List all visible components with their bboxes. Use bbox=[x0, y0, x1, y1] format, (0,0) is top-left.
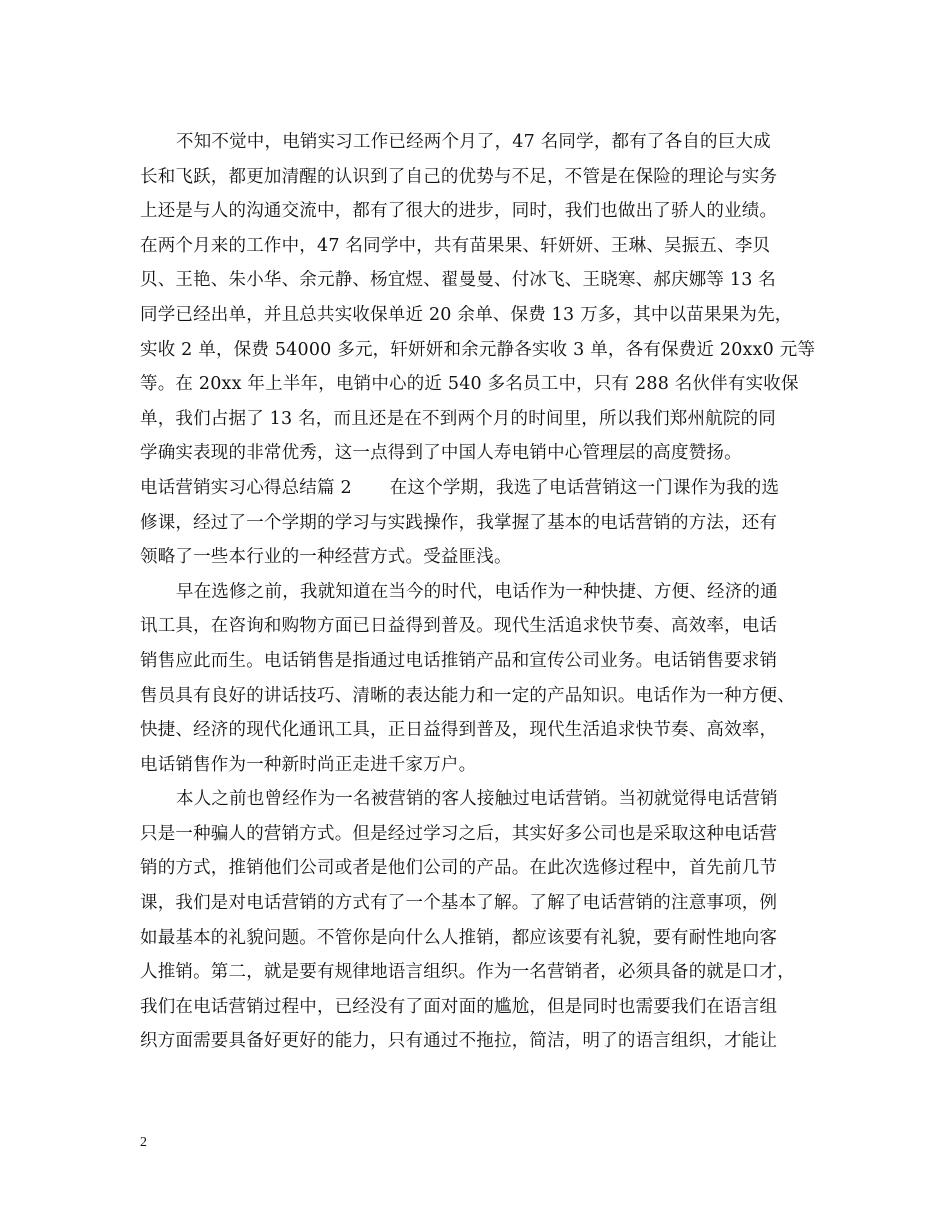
text-line: 售员具有良好的讲话技巧、清晰的表达能力和一定的产品知识。电话作为一种方便、 bbox=[140, 685, 795, 706]
text-line: 讯工具，在咨询和购物方面已日益得到普及。现代生活追求快节奏、高效率，电话 bbox=[140, 616, 778, 637]
section-intro-text: 在这个学期，我选了电话营销这一门课作为我的选 bbox=[389, 477, 780, 498]
text-line: 长和飞跃，都更加清醒的认识到了自己的优势与不足，不管是在保险的理论与实务 bbox=[140, 166, 778, 187]
text-line: 织方面需要具备好更好的能力，只有通过不拖拉，简洁，明了的语言组织，才能让 bbox=[140, 1031, 778, 1052]
text-line: 等。在 20xx 年上半年，电销中心的近 540 多名员工中，只有 288 名伙伴有实收保 bbox=[140, 374, 799, 395]
text-line: 修课，经过了一个学期的学习与实践操作，我掌握了基本的电话营销的方法，还有 bbox=[140, 512, 778, 533]
text-line: 在两个月来的工作中，47 名同学中，共有苗果果、轩妍妍、王琳、吴振五、李贝 bbox=[140, 235, 771, 256]
body-text bbox=[140, 125, 820, 1059]
text-line: 贝、王艳、朱小华、余元静、杨宜煜、翟曼曼、付冰飞、王晓寒、郝庆娜等 13 名 bbox=[140, 270, 776, 291]
text-line: 上还是与人的沟通交流中，都有了很大的进步，同时，我们也做出了骄人的业绩。 bbox=[140, 201, 778, 222]
text-line: 如最基本的礼貌问题。不管你是向什么人推销，都应该要有礼貌，要有耐性地向客 bbox=[140, 927, 778, 948]
text-line: 人推销。第二，就是要有规律地语言组织。作为一名营销者，必须具备的就是口才， bbox=[140, 962, 795, 983]
text-line: 只是一种骗人的营销方式。但是经过学习之后，其实好多公司也是采取这种电话营 bbox=[140, 823, 778, 844]
text-line: 电话销售作为一种新时尚正走进千家万户。 bbox=[140, 754, 477, 775]
text-line: 实收 2 单，保费 54000 多元，轩妍妍和余元静各实收 3 单，各有保费近 20xx0 元等 bbox=[140, 339, 816, 360]
text-line: 课，我们是对电话营销的方式有了一个基本了解。了解了电话营销的注意事项，例 bbox=[140, 893, 778, 914]
text-line: 同学已经出单，并且总共实收保单近 20 余单、保费 13 万多，其中以苗果果为先， bbox=[140, 304, 793, 325]
text-line: 早在选修之前，我就知道在当今的时代，电话作为一种快捷、方便、经济的通 bbox=[176, 581, 778, 602]
text-line: 单，我们占据了 13 名，而且还是在不到两个月的时间里，所以我们郑州航院的同 bbox=[140, 408, 776, 429]
text-line: 学确实表现的非常优秀，这一点得到了中国人寿电销中心管理层的高度赞扬。 bbox=[140, 443, 742, 464]
text-line: 快捷、经济的现代化通讯工具，正日益得到普及，现代生活追求快节奏、高效率， bbox=[140, 720, 778, 741]
text-line: 销售应此而生。电话销售是指通过电话推销产品和宣传公司业务。电话销售要求销 bbox=[140, 650, 778, 671]
text-line: 我们在电话营销过程中，已经没有了面对面的尴尬，但是同时也需要我们在语言组 bbox=[140, 996, 778, 1017]
text-line: 销的方式，推销他们公司或者是他们公司的产品。在此次选修过程中，首先前几节 bbox=[140, 858, 778, 879]
text-line: 不知不觉中，电销实习工作已经两个月了，47 名同学，都有了各自的巨大成 bbox=[176, 132, 771, 152]
text-line: 本人之前也曾经作为一名被营销的客人接触过电话营销。当初就觉得电话营销 bbox=[176, 789, 778, 810]
section-heading: 电话营销实习心得总结篇 2 bbox=[140, 477, 352, 498]
section-heading-line bbox=[140, 471, 820, 506]
page-number: 2 bbox=[140, 1135, 147, 1150]
text-line: 领略了一些本行业的一种经营方式。受益匪浅。 bbox=[140, 547, 512, 568]
